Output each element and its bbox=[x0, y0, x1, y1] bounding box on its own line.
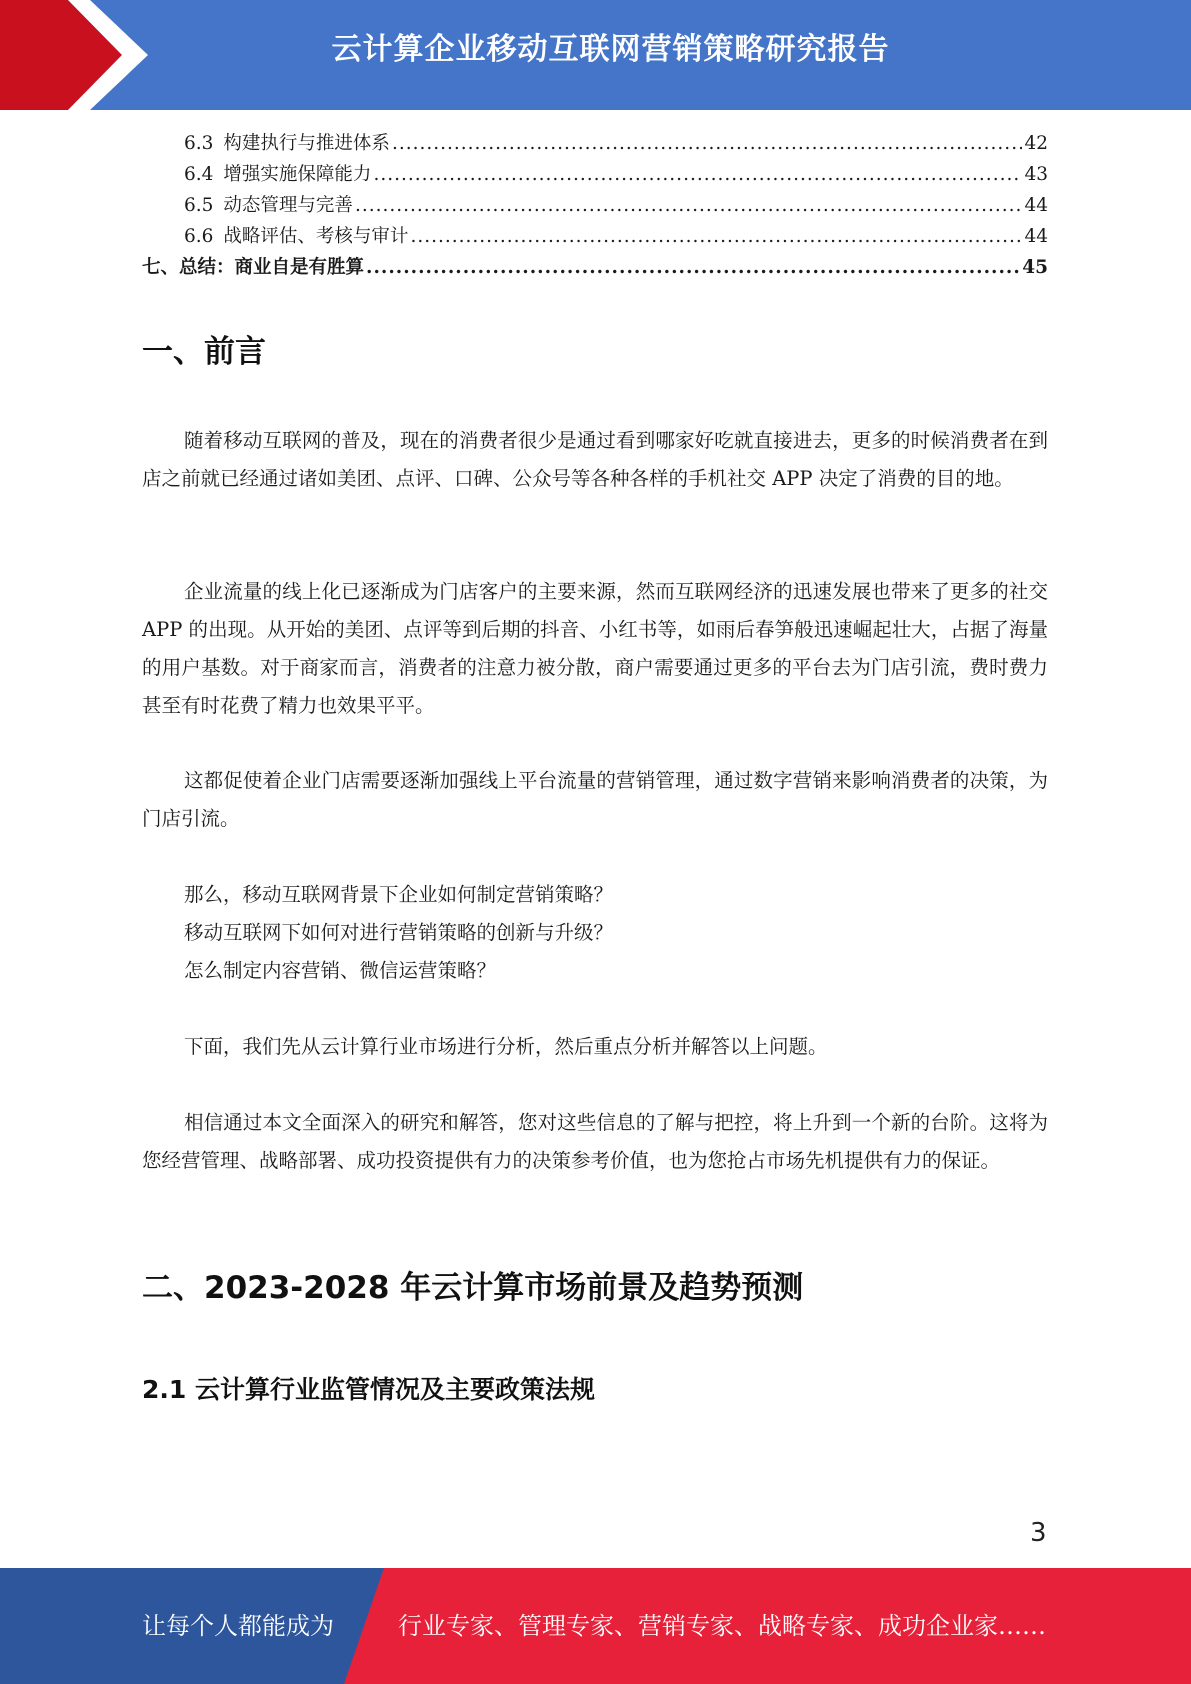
toc-leader-dots bbox=[373, 159, 1022, 190]
body-paragraph: 相信通过本文全面深入的研究和解答，您对这些信息的了解与把控，将上升到一个新的台阶。这将为您经营管理、战略部署、成功投资提供有力的决策参考价值，也为您抢占市场先机提供有力的保证。 bbox=[142, 1111, 1048, 1172]
toc-entry-number: 6.4 bbox=[184, 164, 214, 185]
toc-entry-page: 42 bbox=[1024, 133, 1048, 154]
toc-entry-label: 战略评估、考核与审计 bbox=[223, 226, 409, 247]
toc-entry-page: 44 bbox=[1024, 195, 1048, 216]
footer-slogan-right: 行业专家、管理专家、营销专家、战略专家、成功企业家…… bbox=[398, 1612, 1046, 1640]
toc-entry-label: 增强实施保障能力 bbox=[223, 164, 372, 185]
toc-entry-label: 动态管理与完善 bbox=[223, 195, 353, 216]
page-footer bbox=[0, 1568, 1191, 1684]
toc-entry[interactable] bbox=[142, 159, 1048, 190]
toc-entry-page: 43 bbox=[1024, 164, 1048, 185]
toc-entry-number: 6.6 bbox=[184, 226, 214, 247]
body-paragraph: 企业流量的线上化已逐渐成为门店客户的主要来源，然而互联网经济的迅速发展也带来了更多的社交 APP 的出现。从开始的美团、点评等到后期的抖音、小红书等，如雨后春笋般迅速崛起壮大，占据了海量的用户基数。对于商家而言，消费者的注意力被分散，商户需要通过更多的平台去为门店引流，费时费力甚至有时花费了精力也效果平平。 bbox=[142, 580, 1048, 717]
question-line: 移动互联网下如何对进行营销策略的创新与升级？ bbox=[184, 921, 614, 944]
toc-leader-dots bbox=[355, 190, 1023, 221]
footer-slogan-left: 让每个人都能成为 bbox=[142, 1612, 334, 1640]
question-line: 那么，移动互联网背景下企业如何制定营销策略？ bbox=[184, 883, 614, 906]
toc-leader-dots bbox=[410, 221, 1022, 252]
body-paragraph: 随着移动互联网的普及，现在的消费者很少是通过看到哪家好吃就直接进去，更多的时候消费者在到店之前就已经通过诸如美团、点评、口碑、公众号等各种各样的手机社交 APP 决定了消费的目的地。 bbox=[142, 429, 1048, 490]
page-number: 3 bbox=[1030, 1518, 1047, 1548]
toc-entry[interactable] bbox=[142, 221, 1048, 252]
toc-entry-number: 6.3 bbox=[184, 133, 214, 154]
body-paragraph: 下面，我们先从云计算行业市场进行分析，然后重点分析并解答以上问题。 bbox=[184, 1035, 828, 1058]
report-title: 云计算企业移动互联网营销策略研究报告 bbox=[331, 32, 890, 67]
toc-entry-page: 44 bbox=[1024, 226, 1048, 247]
toc-entry-label: 七、总结：商业自是有胜算 bbox=[142, 257, 365, 278]
toc-leader-dots bbox=[366, 252, 1020, 283]
question-line: 怎么制定内容营销、微信运营策略？ bbox=[184, 959, 497, 982]
toc-entry-label: 构建执行与推进体系 bbox=[223, 133, 390, 154]
table-of-contents bbox=[142, 128, 1048, 283]
section-heading-market-outlook: 二、2023-2028 年云计算市场前景及趋势预测 bbox=[142, 1270, 804, 1306]
toc-leader-dots bbox=[392, 128, 1023, 159]
body-paragraph: 这都促使着企业门店需要逐渐加强线上平台流量的营销管理，通过数字营销来影响消费者的决策，为门店引流。 bbox=[142, 769, 1048, 830]
toc-entry-page: 45 bbox=[1022, 257, 1048, 278]
section-heading-preface: 一、前言 bbox=[142, 334, 266, 370]
toc-entry[interactable] bbox=[142, 190, 1048, 221]
toc-entry-chapter[interactable] bbox=[142, 252, 1048, 283]
toc-entry[interactable] bbox=[142, 128, 1048, 159]
page-header bbox=[0, 0, 1191, 110]
toc-entry-number: 6.5 bbox=[184, 195, 214, 216]
subsection-heading-regulation: 2.1 云计算行业监管情况及主要政策法规 bbox=[142, 1375, 595, 1404]
